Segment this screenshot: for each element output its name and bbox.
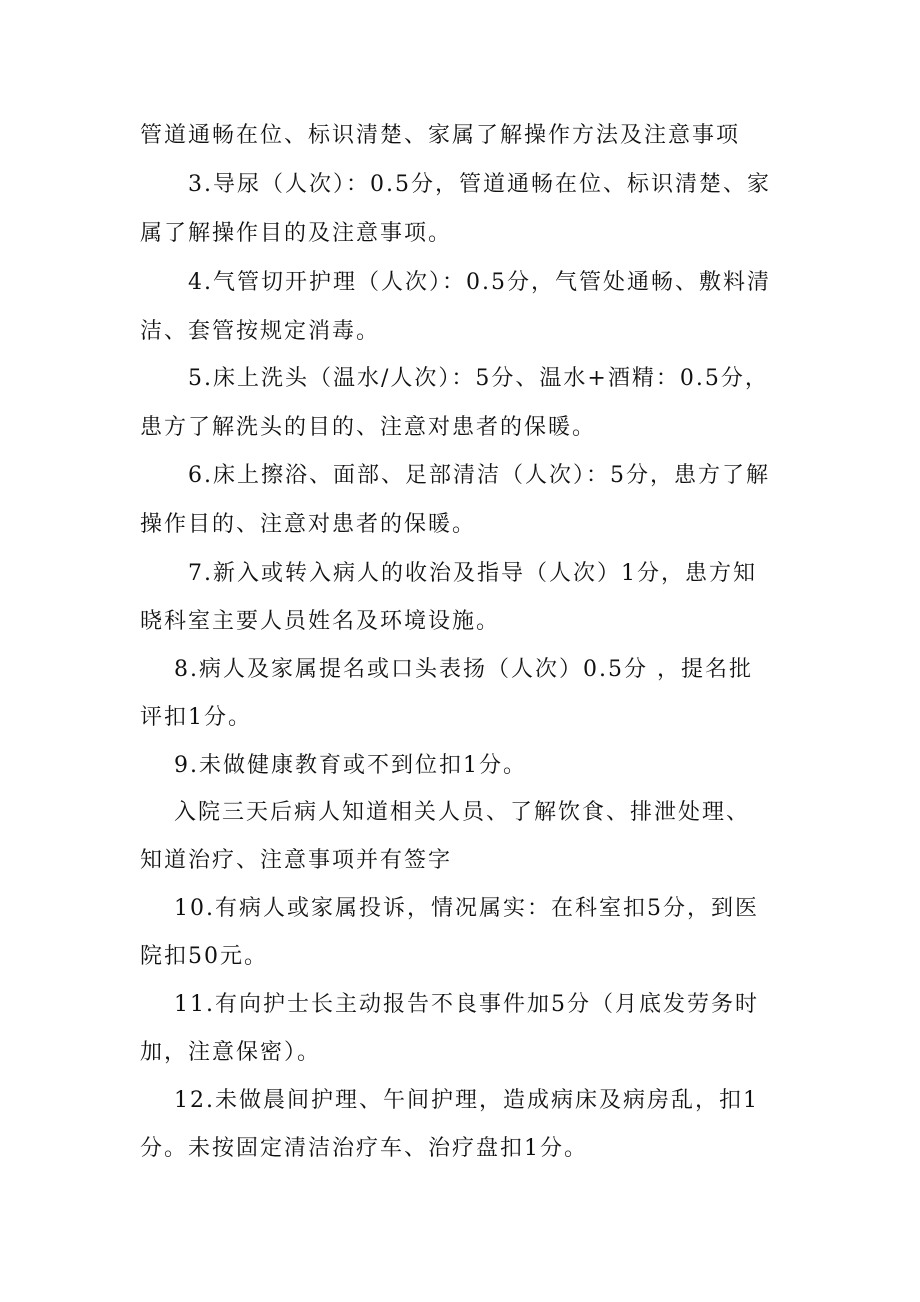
text-line: 分。未按固定清洁治疗车、治疗盘扣1分。	[140, 1136, 588, 1161]
text-line: 12.未做晨间护理、午间护理，造成病床及病房乱，扣1	[174, 1088, 759, 1113]
text-line: 6.床上擦浴、面部、足部清洁（人次）：5分，患方了解	[188, 463, 770, 488]
text-line: 院扣50元。	[140, 944, 268, 969]
text-line: 4.气管切开护理（人次）：0.5分，气管处通畅、敷料清	[188, 270, 771, 295]
text-line: 7.新入或转入病人的收治及指导（人次）1分，患方知	[188, 561, 757, 586]
text-line: 入院三天后病人知道相关人员、了解饮食、排泄处理、	[174, 800, 751, 825]
text-line: 管道通畅在位、标识清楚、家属了解操作方法及注意事项	[140, 123, 741, 148]
text-line: 11.有向护士长主动报告不良事件加5分（月底发劳务时	[174, 992, 759, 1017]
text-line: 洁、套管按规定消毒。	[140, 319, 381, 344]
text-line: 知道治疗、注意事项并有签字	[140, 848, 453, 873]
text-line: 9.未做健康教育或不到位扣1分。	[174, 753, 527, 778]
text-line: 加，注意保密）。	[140, 1040, 322, 1065]
text-line: 5.床上洗头（温水/人次）：5分、温水+酒精：0.5分，	[188, 366, 769, 391]
text-line: 晓科室主要人员姓名及环境设施。	[140, 609, 501, 634]
text-line: 8.病人及家属提名或口头表扬（人次）0.5分 ，提名批	[174, 657, 753, 682]
text-line: 3.导尿（人次）：0.5分，管道通畅在位、标识清楚、家	[188, 172, 771, 197]
text-line: 10.有病人或家属投诉，情况属实：在科室扣5分，到医	[174, 896, 759, 921]
text-line: 患方了解洗头的目的、注意对患者的保暖。	[140, 415, 597, 440]
text-line: 属了解操作目的及注意事项。	[140, 221, 453, 246]
text-line: 操作目的、注意对患者的保暖。	[140, 512, 477, 537]
text-line: 评扣1分。	[140, 705, 252, 730]
